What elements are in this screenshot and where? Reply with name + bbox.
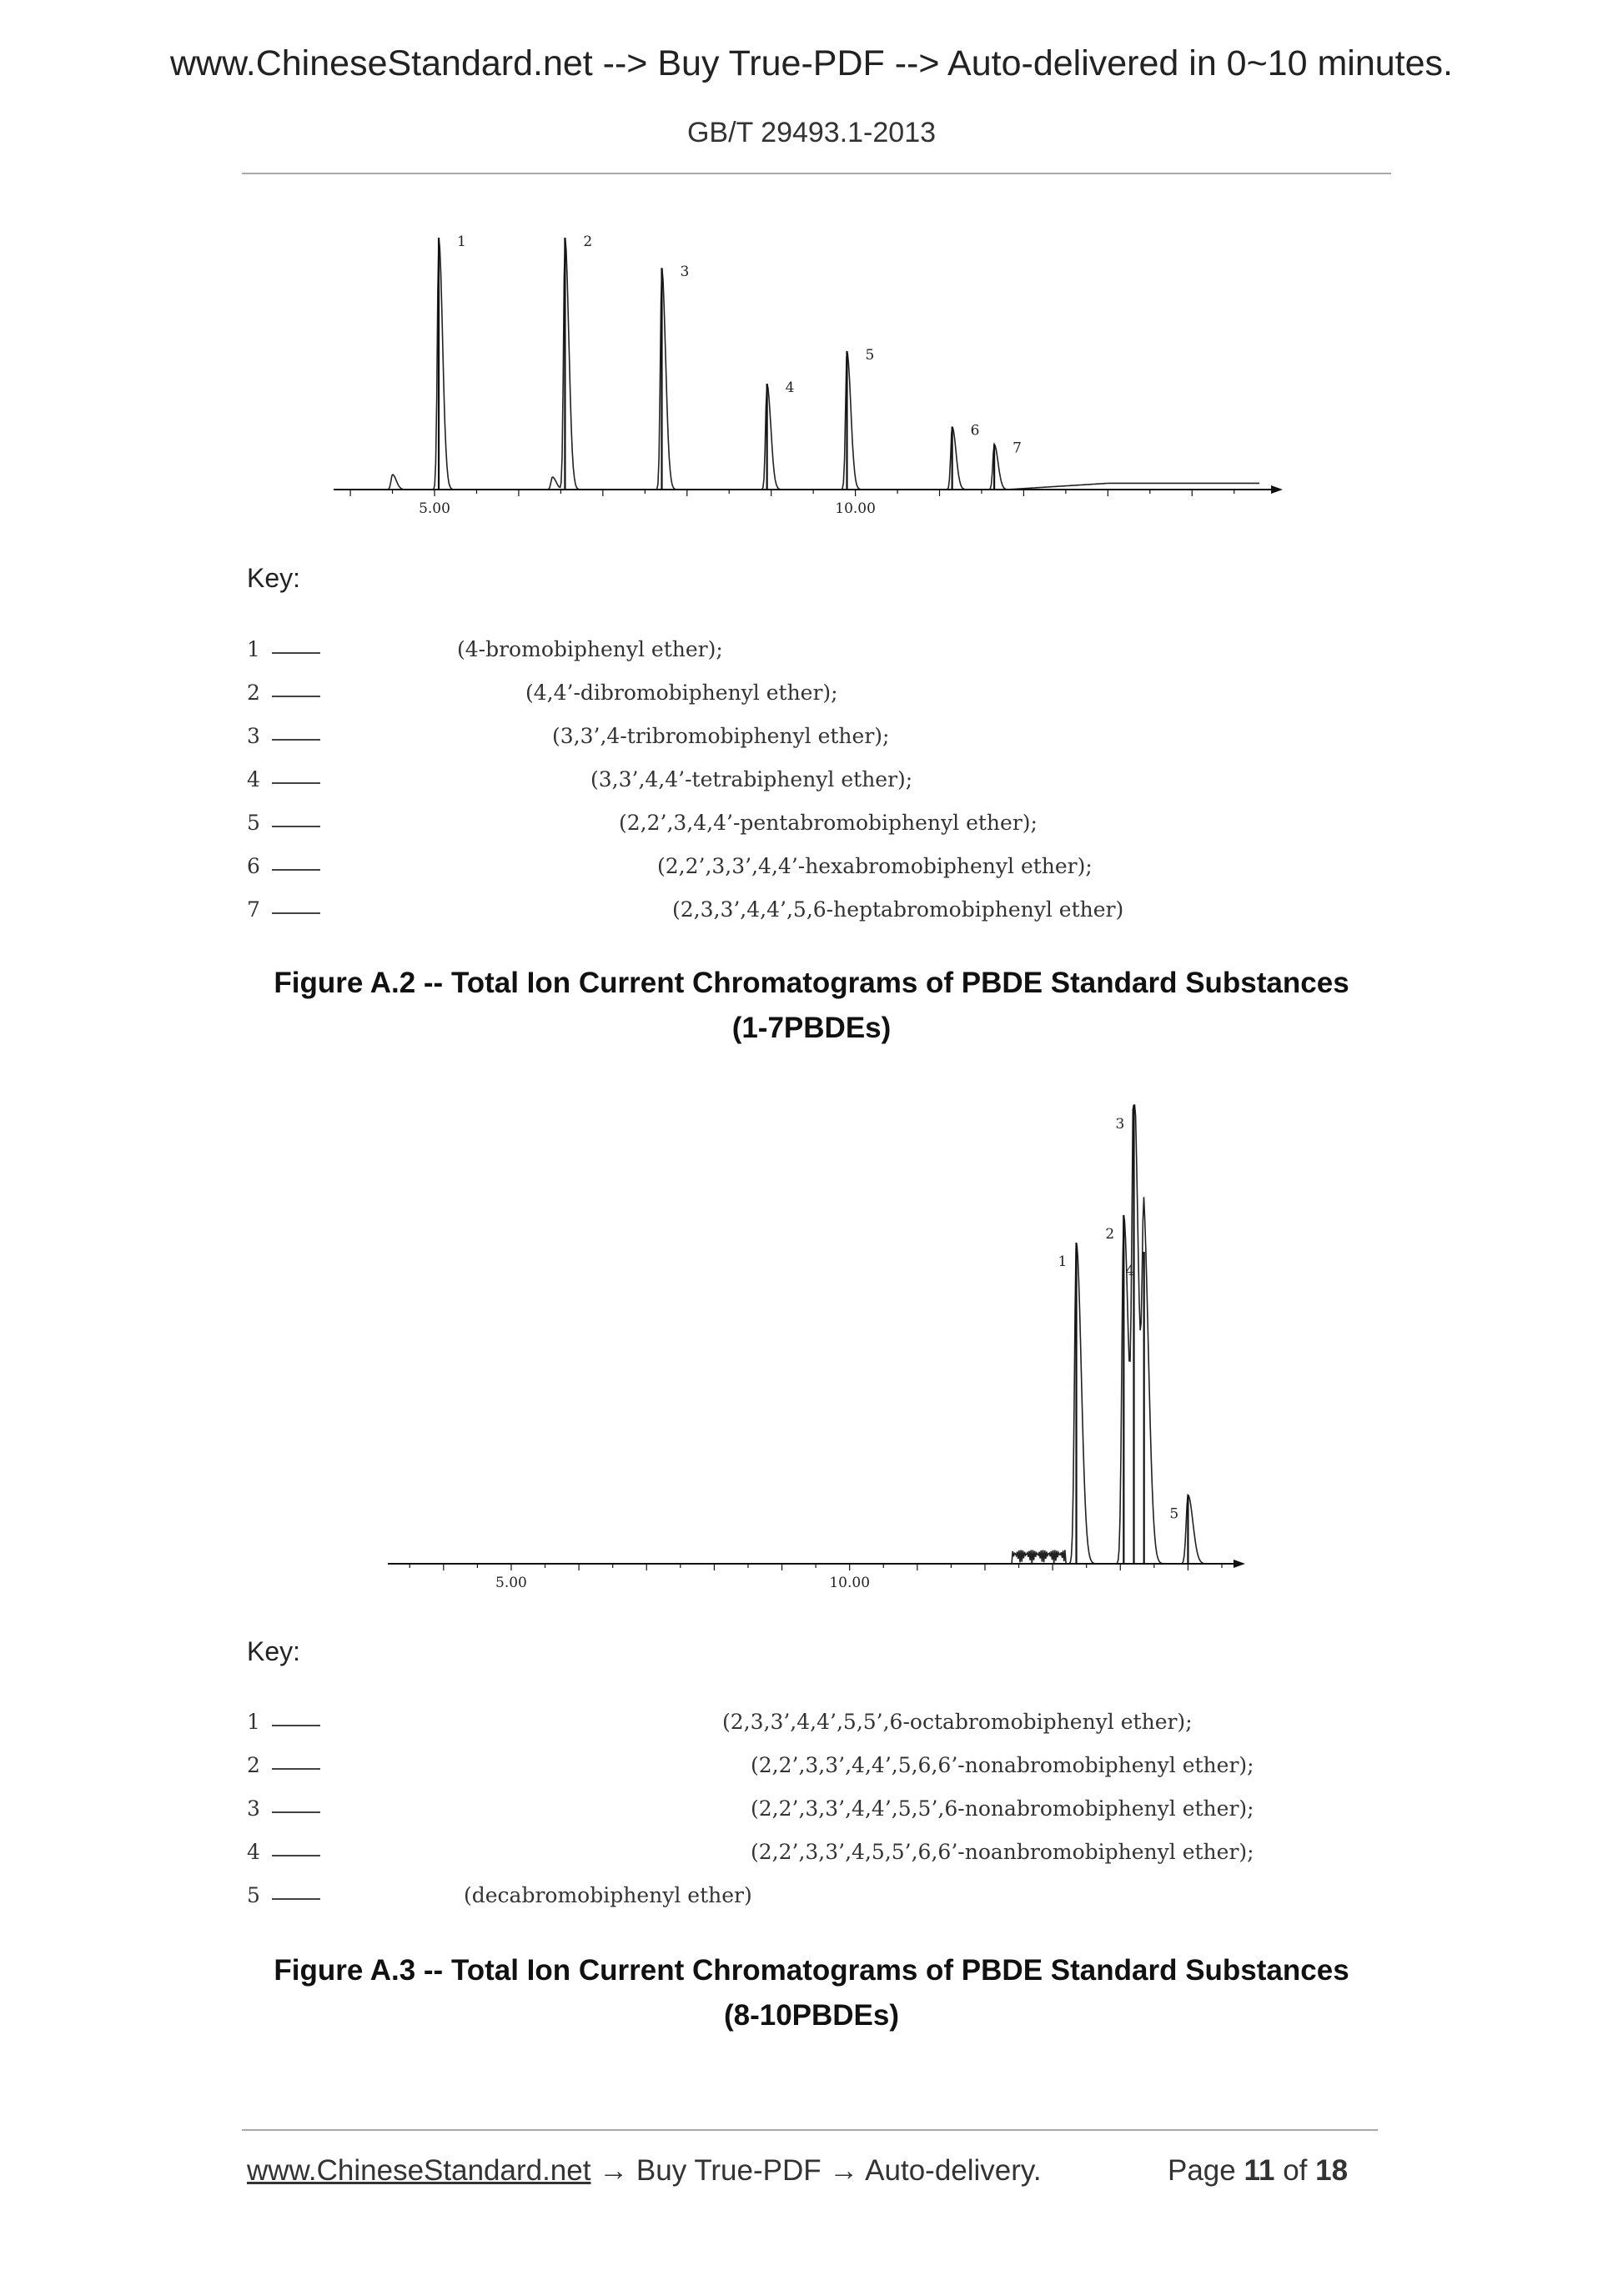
key-item-dash xyxy=(272,1768,320,1770)
key-item-number: 7 xyxy=(247,897,260,922)
key-item-dash xyxy=(272,782,320,784)
footer-of-word: of xyxy=(1283,2154,1308,2187)
key-item-text: (2,3,3’,4,4’,5,5’,6-octabromobiphenyl ether); xyxy=(722,1710,1193,1734)
footer-page-total: 18 xyxy=(1315,2154,1349,2187)
key-item-dash xyxy=(272,826,320,827)
figure-a2-chromatogram xyxy=(317,221,1301,538)
figure-a2-key-item-4 xyxy=(247,767,1414,801)
figure-a3-key-item-2 xyxy=(247,1753,1414,1786)
x-axis-arrow xyxy=(1234,1560,1245,1568)
footer-site-link[interactable]: www.ChineseStandard.net xyxy=(247,2154,591,2187)
figure-a2-key-item-3 xyxy=(247,724,1414,757)
figure-a2-caption-line2: (1-7PBDEs) xyxy=(731,1012,892,1044)
figure-a3-caption-line2: (8-10PBDEs) xyxy=(723,1999,900,2032)
peak-4-label: 4 xyxy=(1125,1263,1135,1279)
x-tick-label: 5.00 xyxy=(419,500,450,517)
key-item-number: 3 xyxy=(247,1796,260,1821)
peak-2-label: 2 xyxy=(1105,1226,1115,1243)
key-item-dash xyxy=(272,739,320,741)
key-item-dash xyxy=(272,1855,320,1856)
key-item-text: (2,2’,3,3’,4,5,5’,6,6’-noanbromobiphenyl ether); xyxy=(751,1840,1254,1864)
footer-left xyxy=(247,2154,1042,2188)
key-item-text: (3,3’,4-tribromobiphenyl ether); xyxy=(552,724,890,748)
peak-4-label: 4 xyxy=(785,379,795,397)
key-item-dash xyxy=(272,1898,320,1900)
peak-5-label: 5 xyxy=(1169,1505,1179,1523)
chromatogram-trace xyxy=(342,238,1259,490)
key-item-text: (4,4’-dibromobiphenyl ether); xyxy=(525,681,838,705)
key-item-number: 4 xyxy=(247,767,260,791)
header-divider xyxy=(242,173,1391,174)
x-tick-label: 5.00 xyxy=(495,1575,527,1591)
key-item-dash xyxy=(272,912,320,914)
key-item-text: (2,2’,3,3’,4,4’,5,5’,6-nonabromobiphenyl ether); xyxy=(751,1796,1254,1821)
key-item-text: (2,2’,3,3’,4,4’,5,6,6’-nonabromobiphenyl ether); xyxy=(751,1753,1254,1777)
figure-a2-key-item-7 xyxy=(247,897,1414,931)
header-banner: www.ChineseStandard.net --> Buy True-PDF --> Auto-delivered in 0~10 minutes. xyxy=(169,43,1453,83)
key-item-number: 3 xyxy=(247,724,260,748)
figure-a3-key-item-1 xyxy=(247,1710,1414,1743)
footer-tagline: → Buy True-PDF → Auto-delivery. xyxy=(590,2154,1042,2187)
x-tick-label: 10.00 xyxy=(829,1575,871,1591)
key-item-text: (decabromobiphenyl ether) xyxy=(464,1883,752,1907)
figure-a2-caption-line1: Figure A.2 -- Total Ion Current Chromatograms of PBDE Standard Substances xyxy=(274,967,1349,999)
figure-a2-key-item-6 xyxy=(247,854,1414,887)
peak-1-label: 1 xyxy=(1058,1254,1068,1270)
key-item-text: (3,3’,4,4’-tetrabiphenyl ether); xyxy=(590,767,913,791)
figure-a3-chromatogram xyxy=(371,1088,1280,1605)
key-item-text: (2,2’,3,3’,4,4’-hexabromobiphenyl ether); xyxy=(657,854,1093,878)
figure-a3-key-title: Key: xyxy=(247,1636,301,1666)
standard-code: GB/T 29493.1-2013 xyxy=(686,117,937,148)
figure-a2-key-item-1 xyxy=(247,637,1414,671)
footer-page-current: 11 xyxy=(1244,2154,1275,2187)
peak-1-label: 1 xyxy=(457,234,466,250)
x-axis-arrow xyxy=(1271,485,1283,494)
key-item-dash xyxy=(272,652,320,654)
figure-a2-key-item-2 xyxy=(247,681,1414,714)
key-item-dash xyxy=(272,696,320,697)
key-item-number: 2 xyxy=(247,1753,260,1777)
key-item-number: 6 xyxy=(247,854,260,878)
figure-a3-caption-line1: Figure A.3 -- Total Ion Current Chromatograms of PBDE Standard Substances xyxy=(274,1954,1349,1987)
figure-a3-key-item-3 xyxy=(247,1796,1414,1830)
figure-a3-key-item-5 xyxy=(247,1883,1414,1917)
peak-6-label: 6 xyxy=(970,422,980,440)
peak-3-label: 3 xyxy=(1115,1116,1125,1133)
key-item-number: 1 xyxy=(247,1710,260,1734)
footer-page-word: Page xyxy=(1168,2154,1236,2187)
key-item-number: 1 xyxy=(247,637,260,661)
x-tick-label: 10.00 xyxy=(835,500,876,517)
peak-3-label: 3 xyxy=(680,264,690,281)
key-item-dash xyxy=(272,1811,320,1813)
figure-a2-key-item-5 xyxy=(247,811,1414,844)
key-item-text: (4-bromobiphenyl ether); xyxy=(457,637,723,661)
key-item-dash xyxy=(272,1725,320,1726)
peak-2-label: 2 xyxy=(583,234,593,250)
chromatogram-trace xyxy=(396,1105,1222,1564)
key-item-number: 5 xyxy=(247,811,260,835)
peak-7-label: 7 xyxy=(1012,440,1022,457)
footer-divider xyxy=(242,2129,1378,2131)
figure-a2-key-title: Key: xyxy=(247,563,301,593)
key-item-number: 5 xyxy=(247,1883,260,1907)
key-item-text: (2,2’,3,4,4’-pentabromobiphenyl ether); xyxy=(619,811,1038,835)
key-item-text: (2,3,3’,4,4’,5,6-heptabromobiphenyl ether) xyxy=(672,897,1124,922)
figure-a3-key-item-4 xyxy=(247,1840,1414,1873)
key-item-number: 2 xyxy=(247,681,260,705)
key-item-dash xyxy=(272,869,320,871)
key-item-number: 4 xyxy=(247,1840,260,1864)
peak-5-label: 5 xyxy=(865,346,875,364)
footer-page-number xyxy=(1168,2154,1348,2188)
